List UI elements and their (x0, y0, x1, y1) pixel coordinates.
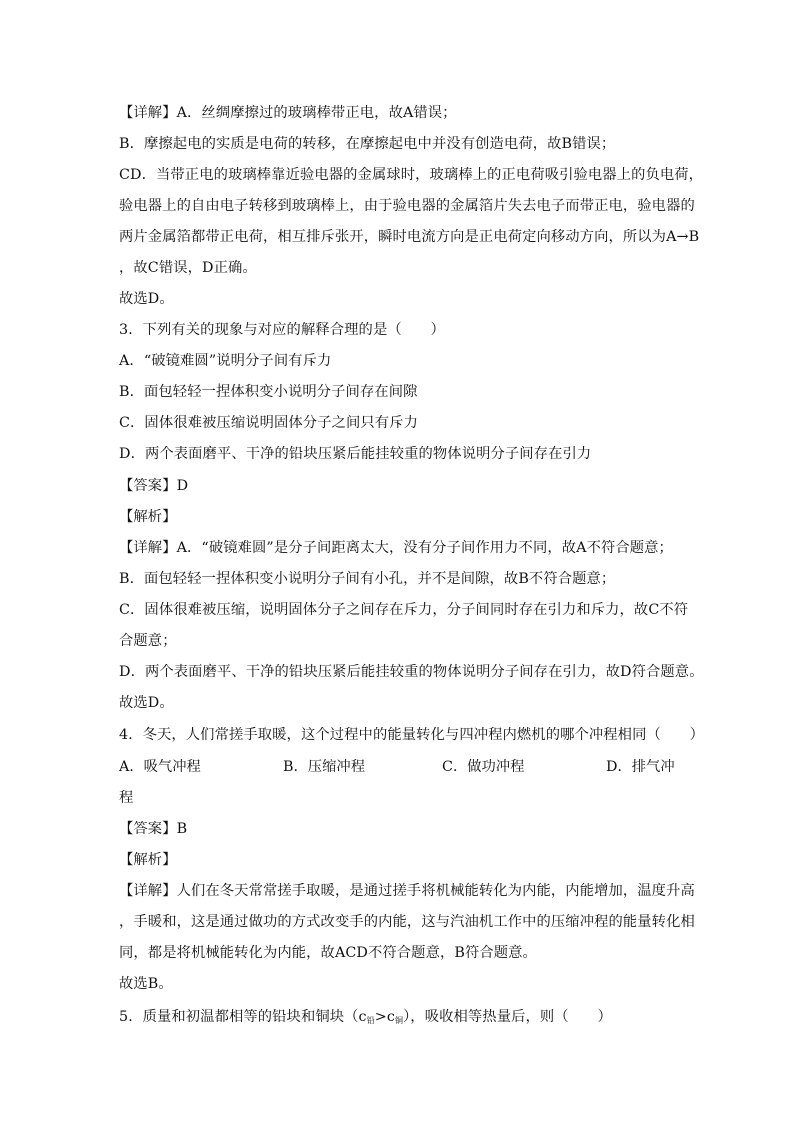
q4-option-a: A．吸气冲程 (119, 759, 201, 775)
text-line: 【详解】人们在冬天常常搓手取暖，是通过搓手将机械能转化为内能，内能增加，温度升高 (119, 883, 695, 899)
q5-sub-lead: 铅 (366, 1016, 375, 1025)
q5-text-before: 5．质量和初温都相等的铅块和铜块（c (119, 1009, 367, 1025)
q5-text-after: ），吸收相等热量后，则（ ） (403, 1009, 612, 1025)
text-line: 故选D。 (119, 695, 174, 711)
analysis-label: 【解析】 (119, 852, 177, 868)
analysis-label: 【解析】 (119, 509, 177, 525)
text-line: 【详解】A．“破镜难圆”是分子间距离太大，没有分子间作用力不同，故A不符合题意； (119, 540, 673, 556)
text-line: ，手暖和，这是通过做功的方式改变手的内能，这与汽油机工作中的压缩冲程的能量转化相 (119, 914, 695, 930)
text-line: B．面包轻轻一捏体积变小说明分子间有小孔，并不是间隙，故B不符合题意； (119, 571, 616, 587)
text-line: 两片金属箔都带正电荷，相互排斥张开，瞬时电流方向是正电荷定向移动方向，所以为A→B (119, 229, 700, 245)
text-line: 故选B。 (119, 976, 173, 992)
q5-sub-copper: 铜 (394, 1016, 404, 1025)
question-4-stem: 4．冬天，人们常搓手取暖，这个过程中的能量转化与四冲程内燃机的哪个冲程相同（ ） (119, 727, 705, 743)
option-d: D．两个表面磨平、干净的铅块压紧后能挂较重的物体说明分子间存在引力 (119, 446, 592, 462)
text-line: D．两个表面磨平、干净的铅块压紧后能挂较重的物体说明分子间存在引力，故D符合题意。 (119, 664, 704, 680)
text-line: 【详解】A．丝绸摩擦过的玻璃棒带正电，故A错误； (119, 105, 457, 121)
text-line: CD．当带正电的玻璃棒靠近验电器的金属球时，玻璃棒上的正电荷吸引验电器上的负电荷， (119, 167, 704, 183)
text-line: ，故C错误，D正确。 (119, 260, 257, 276)
text-line: 合题意； (119, 633, 177, 649)
text-line: 同，都是将机械能转化为内能，故ACD不符合题意，B符合题意。 (119, 945, 537, 961)
option-a: A．“破镜难圆”说明分子间有斥力 (119, 353, 332, 369)
text-line: C．固体很难被压缩，说明固体分子之间存在斥力，分子间同时存在引力和斥力，故C不符 (119, 602, 689, 618)
q4-option-d: D．排气冲 (606, 759, 675, 775)
question-5-stem (119, 1007, 679, 1031)
text-line: 验电器上的自由电子转移到玻璃棒上，由于验电器的金属箔片失去电子而带正电，验电器的 (119, 198, 695, 214)
answer-label: 【答案】B (119, 821, 188, 837)
text-line: B．摩擦起电的实质是电荷的转移，在摩擦起电中并没有创造电荷，故B错误； (119, 136, 616, 152)
q5-text-mid: >c (374, 1009, 395, 1025)
answer-label: 【答案】D (119, 478, 189, 494)
q4-option-b: B．压缩冲程 (283, 759, 365, 775)
text-line: 故选D。 (119, 291, 174, 307)
q4-option-d-wrap: 程 (119, 790, 134, 806)
q4-option-c: C．做功冲程 (442, 759, 525, 775)
question-3-stem: 3．下列有关的现象与对应的解释合理的是（ ） (119, 322, 445, 338)
option-c: C．固体很难被压缩说明固体分子之间只有斥力 (119, 415, 418, 431)
option-b: B．面包轻轻一捏体积变小说明分子间存在间隙 (119, 384, 418, 400)
